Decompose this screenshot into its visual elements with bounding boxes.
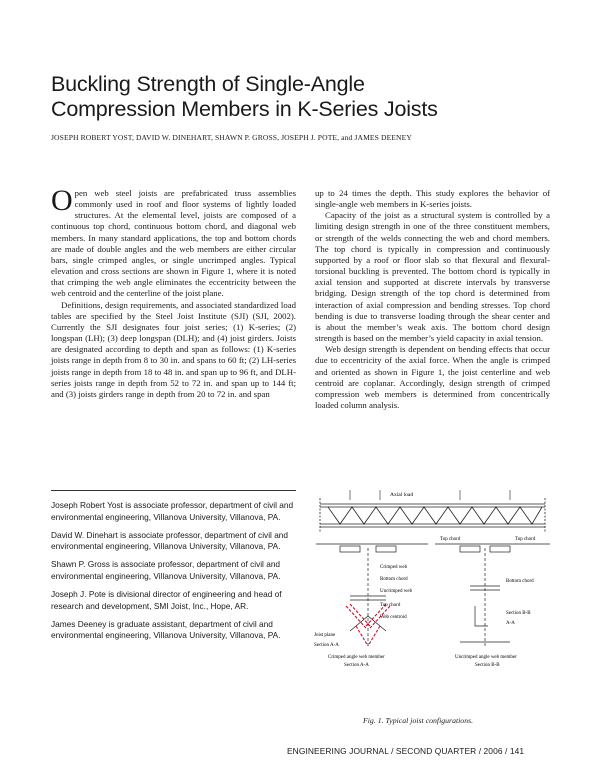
paper-title — [51, 72, 471, 122]
caption-crimped-line1: Crimped angle web member — [328, 655, 385, 660]
figure-caption: Fig. 1. Typical joist configurations. — [363, 716, 474, 725]
label-top-chord-left: Top chord — [440, 537, 461, 542]
label-top-chord-right: Top chord — [515, 537, 536, 542]
body-paragraph: up to 24 times the depth. This study explores the behavior of single-angle web members in K-series joists. — [315, 188, 550, 210]
footnote-divider — [51, 490, 296, 491]
load-arrows — [350, 490, 510, 500]
label-top-chord-section: Top chord — [380, 603, 401, 608]
body-column-right — [315, 188, 550, 411]
author-bios — [51, 500, 296, 648]
body-paragraph — [51, 184, 296, 300]
caption-crimped-line2: Section A-A — [344, 663, 369, 668]
body-paragraph: Definitions, design requirements, and associated standardized load tables are specified by the Steel Joist Institute (SJI) (SJI, 2002). Currently the SJI designates four joist series; (1) K-series; (2) longspan (LH); (3) deep longspan (DLH); and (4) joist girders. Joists are designated according to depth and span as follows: (1) K-series joists range in depth from 8 to 30 in. and spans to 60 ft; (2) LH-series joists range in depth from 18 to 48 in. and span up to 96 ft, and DLH-series joists range in depth from 52 to 72 in. and span up to 144 ft; and (3) joists girders range in depth from 20 to 72 in. and span — [51, 299, 296, 399]
label-crimped-web: Crimped web — [380, 565, 408, 570]
crimped-section — [316, 544, 428, 646]
title-line-2: Compression Members in K-Series Joists — [51, 97, 438, 121]
author-bio: Joseph J. Pote is divisional director of engineering and head of research and development, SMI Joist, Inc., Hope, AR. — [51, 589, 282, 611]
body-column-left — [51, 184, 296, 400]
uncrimped-section — [435, 544, 550, 646]
label-axial-load: Axial load — [390, 492, 414, 498]
label-web-centroid: Web centroid — [380, 615, 407, 620]
label-bottom-chord-right: Bottom chord — [506, 579, 534, 584]
author-list: JOSEPH ROBERT YOST, DAVID W. DINEHART, SHAWN P. GROSS, JOSEPH J. POTE, and JAMES DEENEY — [51, 133, 412, 142]
joist-figure — [310, 486, 555, 704]
paragraph-text: pen web steel joists are prefabricated truss assemblies commonly used in roof and floor systems of lightly loaded structures. At the elemental level, joists are composed of a continuous top chord, continuous bottom chord, and diagonal web members. In many standard applications, the top and bottom chords are made of double angles and the web members are either circular bars, single crimped angles, or single uncrimped angles. Typical elevation and cross sections are shown in Figure 1, where it is noted that crimping the web angle eliminates the eccentricity between the web centroid and the centerline of the joist plane. — [51, 188, 296, 299]
label-section-bb: Section B-B — [506, 611, 531, 616]
author-bio: Joseph Robert Yost is associate professor, department of civil and environmental engineering, Villanova University, Villanova, PA. — [51, 500, 294, 522]
author-bio: Shawn P. Gross is associate professor, department of civil and environmental engineering, Villanova University, Villanova, PA. — [51, 559, 281, 581]
page-footer: ENGINEERING JOURNAL / SECOND QUARTER / 2006 / 141 — [287, 746, 525, 756]
caption-uncrimped-line1: Uncrimped angle web member — [455, 655, 517, 660]
label-aa-right: A-A — [506, 621, 515, 626]
author-bio: David W. Dinehart is associate professor, department of civil and environmental engineering, Villanova University, Villanova, PA. — [51, 529, 289, 552]
label-uncrimped-web: Uncrimped web — [380, 589, 413, 594]
author-bio: James Deeney is graduate assistant, department of civil and environmental engineering, Villanova University, Villanova, PA. — [51, 618, 281, 641]
body-paragraph: Web design strength is dependent on bending effects that occur due to eccentricity of the axial force. When the angle is crimped and oriented as shown in Figure 1, the joist centerline and web centroid are coplanar. Accordingly, design strength of crimped compression web members is determined from concentrically loaded column analysis. — [315, 344, 550, 410]
title-line-1: Buckling Strength of Single-Angle — [51, 72, 365, 96]
caption-uncrimped-line2: Section B-B — [475, 663, 500, 668]
label-bottom-chord: Bottom chord — [380, 577, 408, 582]
joist-elevation — [320, 498, 545, 532]
label-section-aa: Section A-A — [314, 643, 339, 648]
label-joist-plane: Joist plane — [314, 633, 336, 638]
body-paragraph: Capacity of the joist as a structural system is controlled by a limiting design strength in one of the three constituent members, or strength of the welds connecting the web and chord members. The top chord is typically in compression and continuously supported by a roof or floor slab so that flexural and flexural-torsional buckling is prevented. The bottom chord is typically in axial tension and supported at discrete intervals by transverse bridging. Design strength of the top chord is determined from interaction of axial compression and bending stresses. Top chord bending is due to transverse loading through the shear center and is about the member’s weak axis. The bottom chord design strength is based on the member’s yield capacity in axial tension. — [315, 210, 550, 344]
drop-cap: O — [51, 184, 73, 217]
